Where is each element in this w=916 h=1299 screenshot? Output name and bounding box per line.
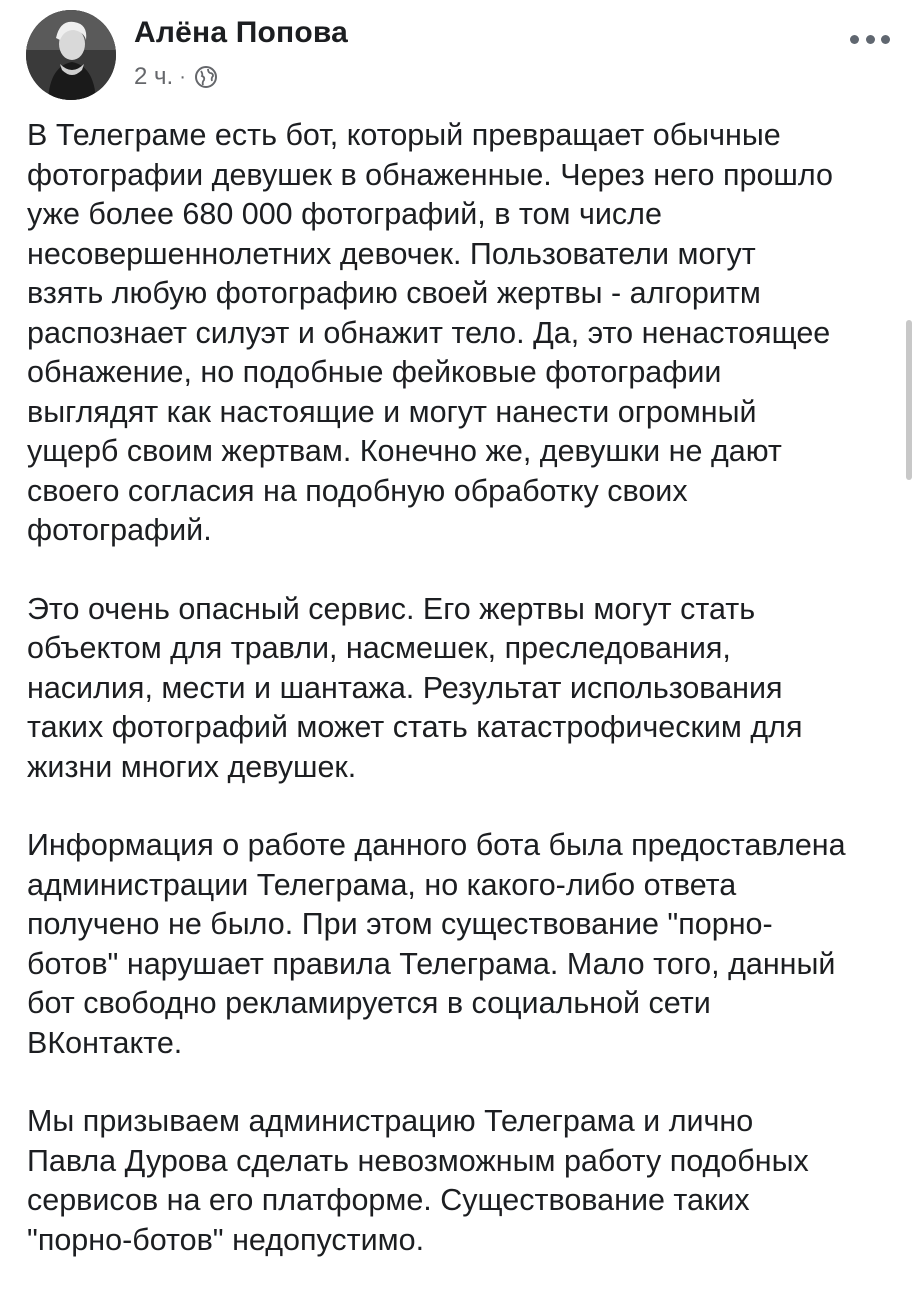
meta-separator: · (179, 65, 186, 88)
post-text (27, 116, 887, 1299)
more-dots-icon (850, 35, 859, 44)
post-paragraph: Информация о работе данного бота была предоставлена администрации Телеграма, но какого-либо ответа получено не было. При этом существование "порно- ботов" нарушает правила Телеграма. Мало того, данный бот свободно рекламируется в социальной сети ВКонтакте. (27, 828, 846, 1060)
post-timestamp[interactable]: 2 ч. (134, 63, 174, 90)
globe-icon (194, 65, 218, 89)
post-paragraph: В Телеграме есть бот, который превращает обычные фотографии девушек в обнаженные. Через него прошло уже более 680 000 фотографий, в том числе несовершеннолетних девочек. Пользователи могут взять любую фотографию своей жертвы - алгоритм распознает силуэт и обнажит тело. Да, это ненастоящее обнажение, но подобные фейковые фотографии выглядят как настоящие и могут нанести огромный ущерб своим жертвам. Конечно же, девушки не дают своего согласия на подобную обработку своих фотографий. (27, 118, 833, 547)
post-paragraph: Это очень опасный сервис. Его жертвы могут стать объектом для травли, насмешек, преследования, насилия, мести и шантажа. Результат использования таких фотографий может стать катастрофическим для жизни многих девушек. (27, 591, 803, 784)
scrollbar[interactable] (906, 320, 912, 480)
avatar[interactable] (26, 10, 116, 100)
post-header (0, 0, 916, 110)
author-name[interactable]: Алёна Попова (134, 16, 349, 49)
post-meta (134, 62, 218, 92)
more-options-button[interactable] (850, 24, 890, 54)
post-paragraph: Мы призываем администрацию Телеграма и лично Павла Дурова сделать невозможным работу подобных сервисов на его платформе. Существование таких "порно-ботов" недопустимо. (27, 1104, 809, 1257)
avatar-photo (26, 10, 116, 100)
